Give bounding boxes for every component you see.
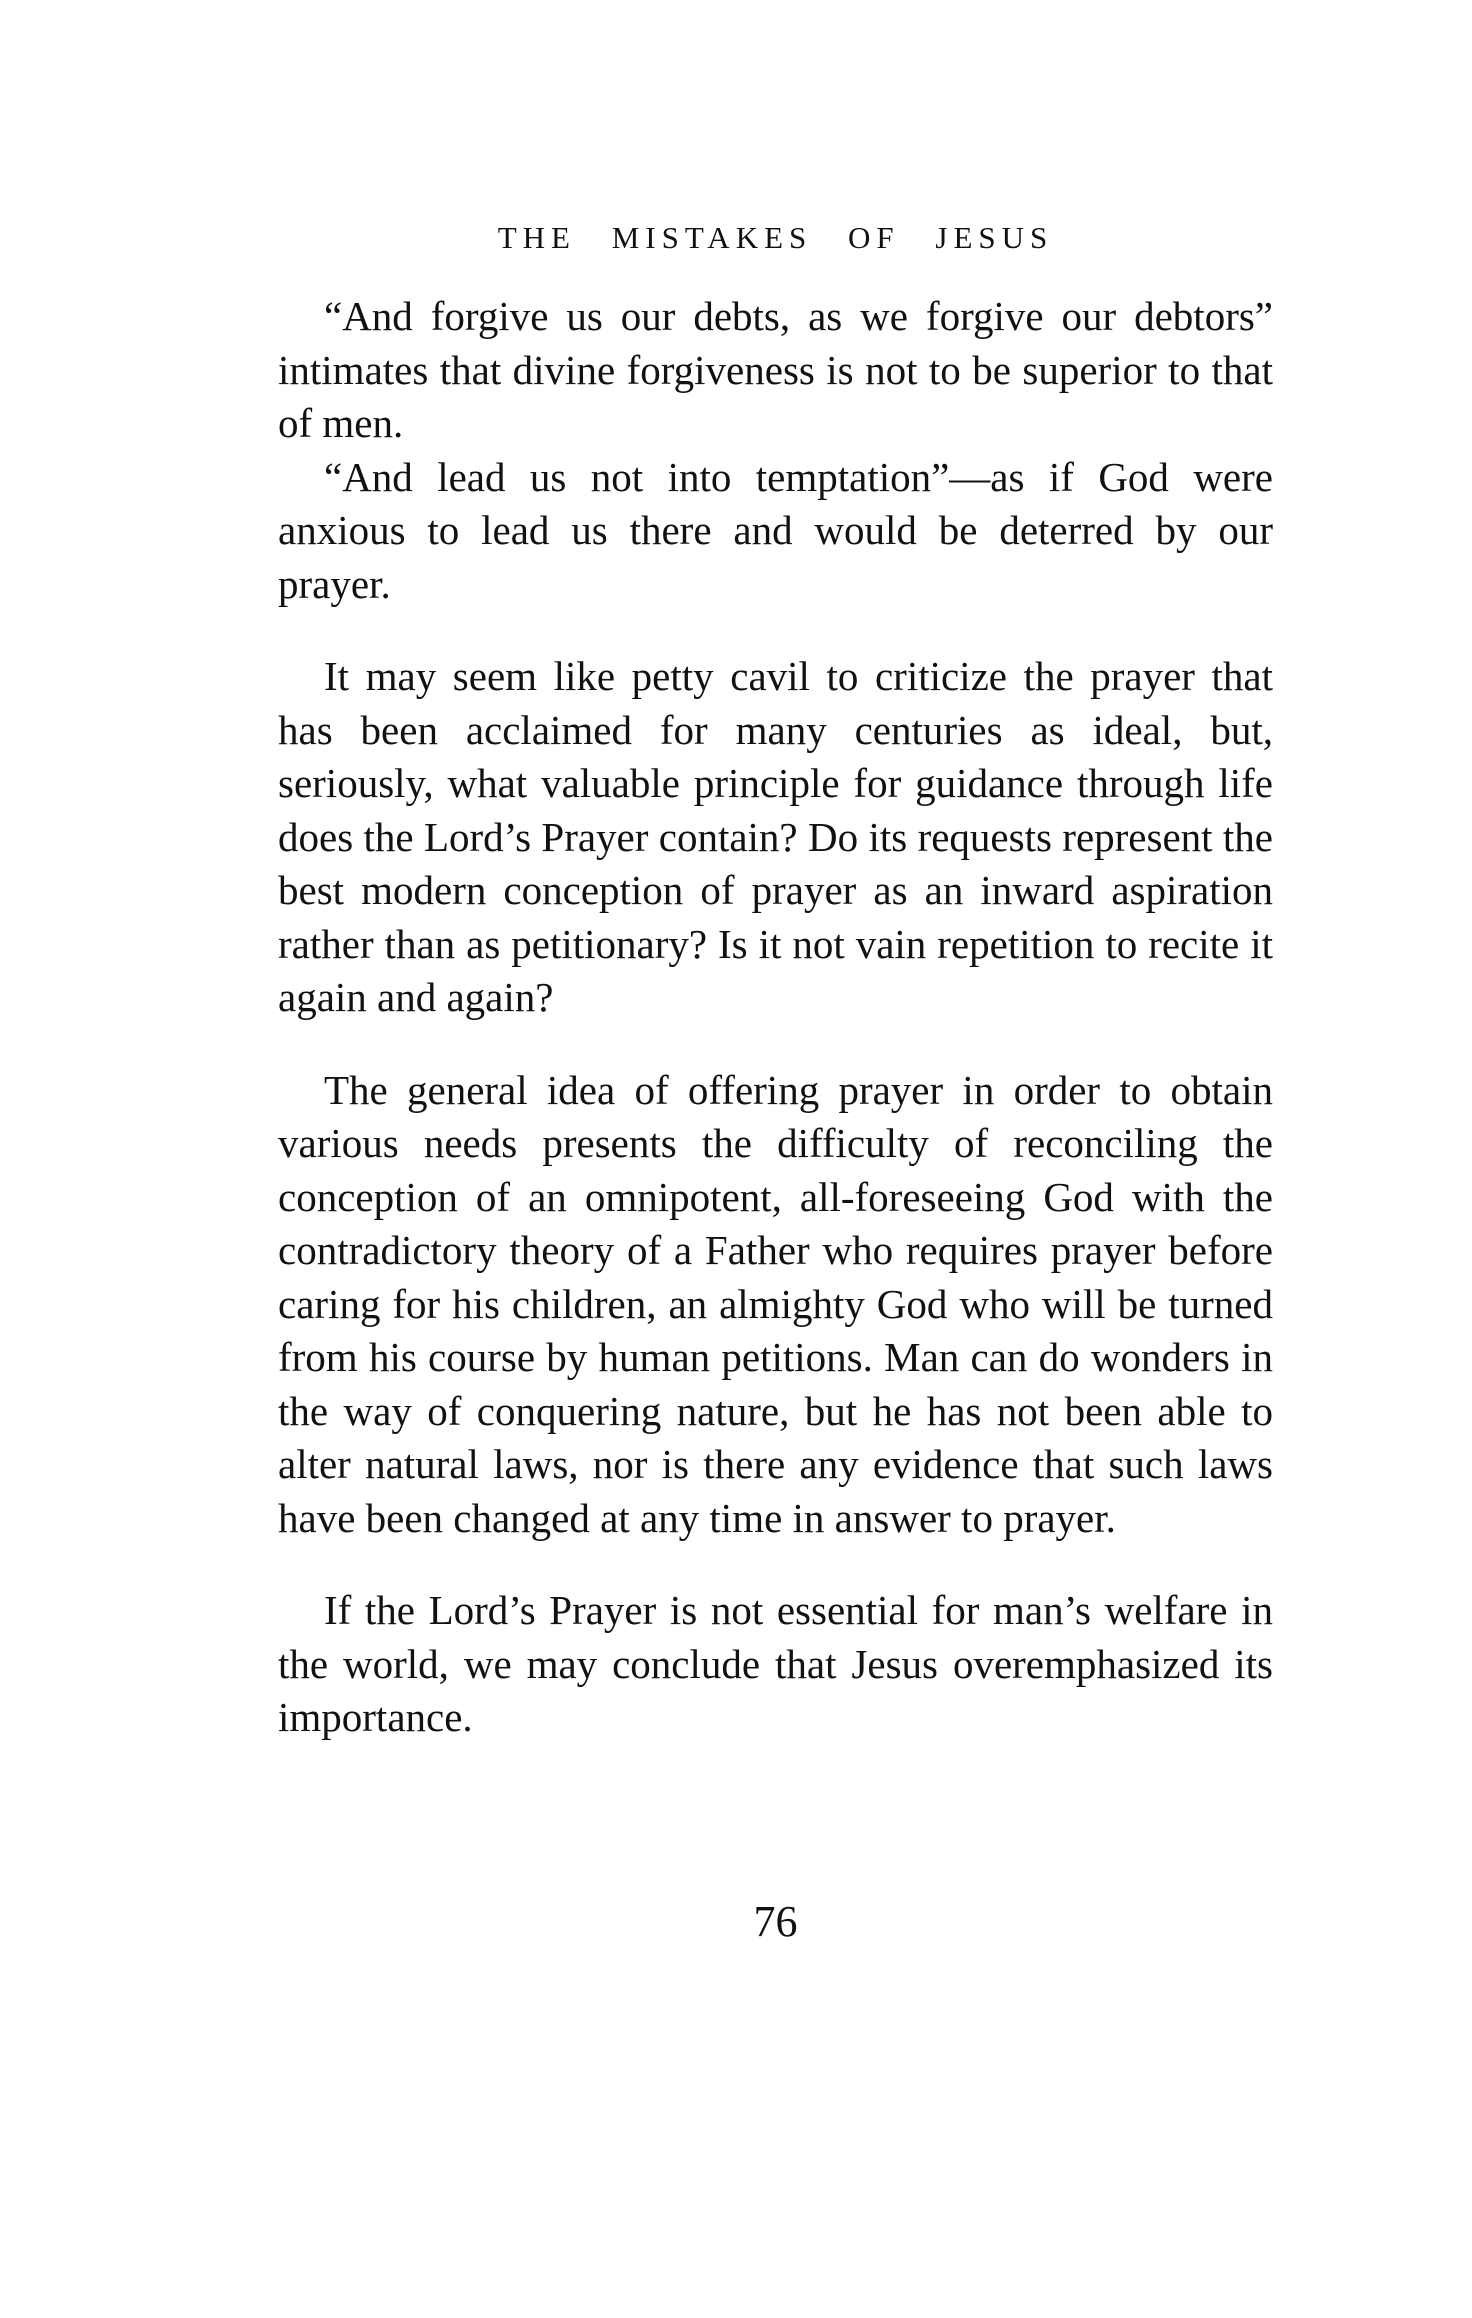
- page-number: 76: [753, 1897, 798, 1946]
- body-text: [278, 290, 1273, 1745]
- paragraph-petty-cavil: It may seem like petty cavil to criticize the prayer that has been acclaimed for many centuries as ideal, but, seriously, what valuable principle for guidance through life does the Lord’s Prayer contain? Do its requests represent the best modern conception of prayer as an inward aspiration rather than as petitionary? Is it not vain repetition to recite it again and again?: [278, 653, 1273, 1020]
- running-head: THE MISTAKES OF JESUS: [497, 220, 1054, 255]
- paragraph-conclusion: If the Lord’s Prayer is not essential for man’s welfare in the world, we may conclude that Jesus overemphasized its importance.: [278, 1587, 1273, 1740]
- paragraph-general-idea: The general idea of offering prayer in order to obtain various needs presents the difficulty of reconciling the conception of an omnipotent, all-foreseeing God with the contradictory theory of a Father who requires prayer before caring for his children, an almighty God who will be turned from his course by human petitions. Man can do wonders in the way of conquering nature, but he has not been able to alter natural laws, nor is there any evidence that such laws have been changed at any time in answer to prayer.: [278, 1066, 1273, 1541]
- paragraph-forgive-debts: “And forgive us our debts, as we forgive our debtors” intimates that divine forgiveness is not to be superior to that of men.: [278, 293, 1273, 446]
- paragraph-lead-not-temptation: “And lead us not into temptation”—as if God were anxious to lead us there and would be deterred by our prayer.: [278, 453, 1273, 607]
